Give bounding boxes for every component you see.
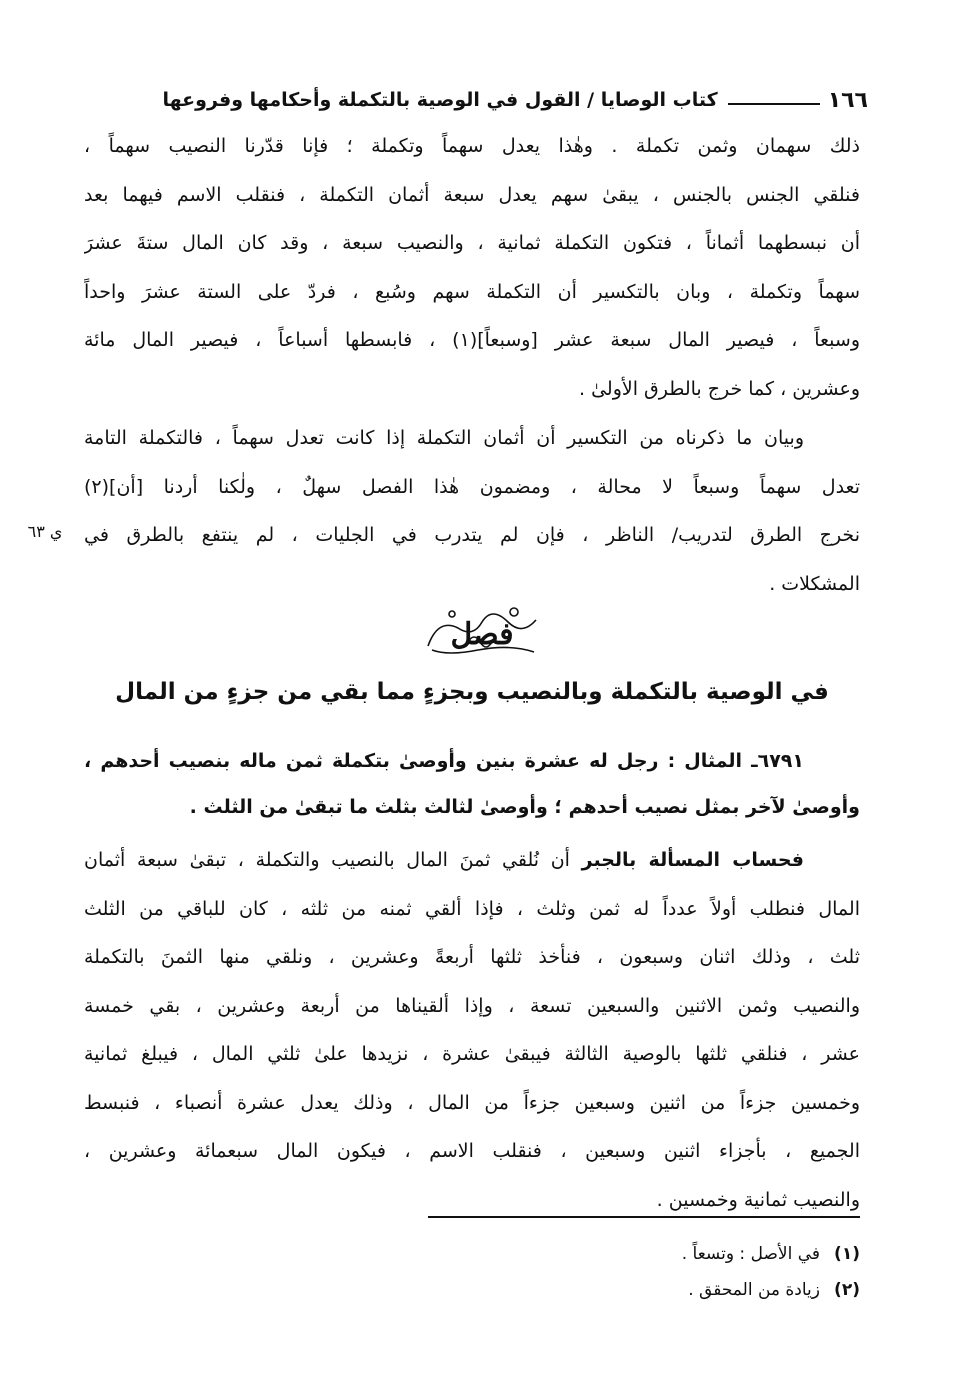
paragraph-line: تعدل سهماً وسبعاً لا محالة ، ومضمون هٰذا الفصل سهلٌ ، ولٰكنا أردنا [أن](٢) xyxy=(84,475,860,498)
footnote-number: (٢) xyxy=(834,1280,860,1300)
paragraph-line: وبيان ما ذكرناه من التكسير أن أثمان التكملة إذا كانت تعدل سهماً ، فالتكملة التامة xyxy=(84,427,804,449)
paragraph-line: نخرج الطرق لتدريب/ الناظر ، فإن لم يتدرب في الجليات ، لم ينتفع بالطرق في xyxy=(84,524,860,546)
paragraph-line: وعشرين ، كما خرج بالطرق الأولىٰ . xyxy=(578,377,860,400)
margin-manuscript-ref: ي ٦٣ xyxy=(27,522,63,541)
example-line-2: وأوصىٰ لآخر بمثل نصيب أحدهم ؛ وأوصىٰ لثالث بثلث ما تبقىٰ من الثلث . xyxy=(189,796,860,818)
paragraph-line: فنلقي الجنس بالجنس ، يبقىٰ سهم يعدل سبعة أثمان التكملة ، فنقلب الاسم فيهما بعد xyxy=(84,183,860,206)
paragraph-line: وسبعاً ، فيصير المال سبعة عشر [وسبعاً](١) ، فابسطها أسباعاً ، فيصير المال مائة xyxy=(84,329,860,351)
paragraph-line: عشر ، فنلقي ثلثها بالوصية الثالثة فيبقىٰ عشرة ، نزيدها علىٰ ثلثي المال ، فيبلغ ثمانية xyxy=(84,1043,860,1065)
header-rule xyxy=(728,103,820,105)
section-heading: في الوصية بالتكملة وبالنصيب وبجزءٍ مما بقي من جزءٍ من المال xyxy=(115,679,829,705)
footnote-2 xyxy=(84,1272,860,1308)
footnote-text: زيادة من المحقق . xyxy=(688,1280,820,1300)
header-title: كتاب الوصايا / القول في الوصية بالتكملة وأحكامها وفروعها xyxy=(162,89,718,111)
paragraph-line: المشكلات . xyxy=(769,572,860,595)
footnotes xyxy=(84,1236,860,1308)
fasl-label: فصل xyxy=(450,617,514,652)
footnote-text: في الأصل : وتسعاً . xyxy=(681,1244,820,1264)
paragraph-line: والنصيب وثمن الاثنين والسبعين تسعة ، وإذا ألقيناها من أربعة وعشرين ، بقي خمسة xyxy=(84,994,860,1017)
footnote-separator xyxy=(428,1216,860,1218)
page-number: ١٦٦ xyxy=(827,87,868,113)
paragraph-line: ذلك سهمان وثمن تكملة . وهٰذا يعدل سهماً وتكملة ؛ فإنا قدّرنا النصيب سهماً ، xyxy=(84,135,860,157)
example-block xyxy=(84,738,860,830)
paragraph-line: والنصيب ثمانية وخمسين . xyxy=(656,1188,860,1211)
example-line-1 xyxy=(84,738,860,784)
running-header xyxy=(84,80,868,120)
paragraph-line: سهماً وتكملة ، وبان بالتكسير أن التكملة سهم وسُبع ، فردّ على الستة عشرَ واحداً xyxy=(84,280,860,303)
paragraph-2 xyxy=(84,414,860,608)
paragraph-line: وخمسين جزءاً من اثنين وسبعين جزءاً من المال ، وذلك يعدل عشرة أنصباء ، فنبسط xyxy=(84,1091,860,1114)
paragraph-line xyxy=(84,836,860,885)
paragraph-line: ثلث ، وذلك اثنان وسبعون ، فنأخذ ثلثها أربعةً وعشرين ، ونلقي منها الثمنَ بالتكملة xyxy=(84,946,860,968)
footnote-number: (١) xyxy=(834,1244,860,1264)
paragraph-3 xyxy=(84,836,860,1224)
paragraph-1 xyxy=(84,122,860,413)
example-text: رجل له عشرة بنين وأوصىٰ بتكملة ثمن ماله بنصيب أحدهم ، xyxy=(84,750,659,772)
paragraph-line: الجميع ، بأجزاء اثنين وسبعين ، فنقلب الاسم ، فيكون المال سبعمائة وعشرين ، xyxy=(84,1140,860,1162)
paragraph-line: المال فنطلب أولاً عدداً له ثمن وثلث ، فإذا ألقي ثمنه من ثلثه ، كان للباقي من الثلث xyxy=(84,897,860,920)
footnote-1 xyxy=(84,1236,860,1272)
paragraph-line: أن نبسطهما أثماناً ، فتكون التكملة ثمانية ، والنصيب سبعة ، وقد كان المال ستةَ عشرَ xyxy=(84,232,860,254)
lead-bold: فحساب المسألة بالجبر xyxy=(581,849,804,871)
paragraph-text: أن نُلقي ثمنَ المال بالنصيب والتكملة ، تبقىٰ سبعة أثمان xyxy=(84,849,570,871)
example-number: ٦٧٩١ـ المثال : xyxy=(667,750,804,772)
fasl-calligraphy-ornament xyxy=(418,598,546,664)
